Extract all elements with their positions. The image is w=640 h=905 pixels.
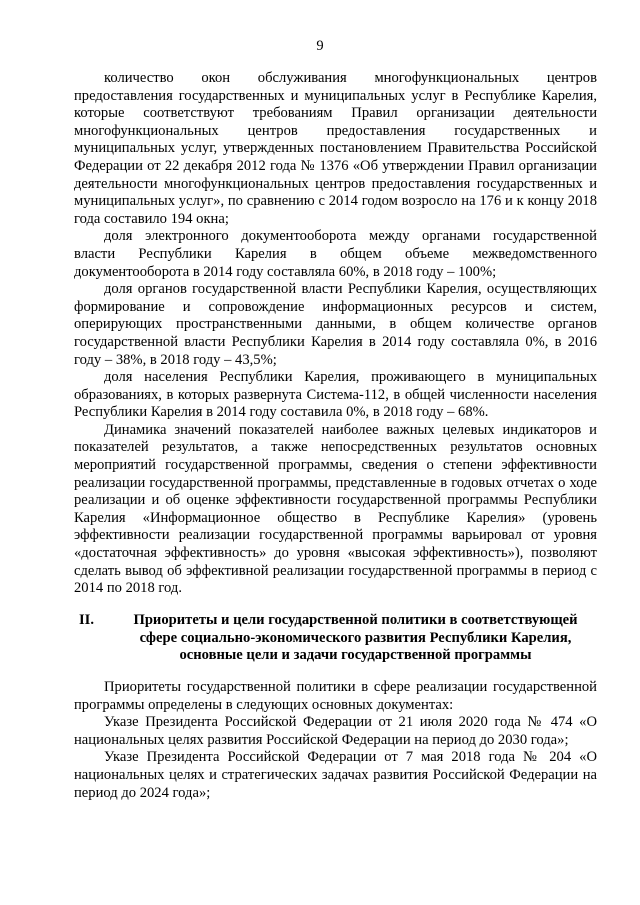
paragraph-electronic-docflow: доля электронного документооборота между органами государственной власти Республики Карелия в общем объеме межведомственного документооборота в 2014 году составляла 60%, в 2018 году – 100%; [74, 228, 597, 280]
section-number: II. [79, 612, 95, 628]
paragraph-mfc-windows: количество окон обслуживания многофункциональных центров предоставления государственных и муниципальных услуг в Республике Карелия, которые соответствуют требованиям Правил организации деятельности многофункциональных центров предоставления государственных и муниципальных услуг, утвержденных постановлением Правительства Российской Федерации от 22 декабря 2012 года № 1376 «Об утверждении Правил организации деятельности многофункциональных центров предоставления государственных и муниципальных услуг», по сравнению с 2014 годом возросло на 176 и к концу 2018 года составило 194 окна; [74, 70, 597, 227]
paragraph-spatial-data: доля органов государственной власти Республики Карелия, осуществляющих формирование и сопровождение информационных ресурсов и систем, оперирующих пространственными данными, в общем количестве органов государственной власти Республики Карелия в 2014 году составляла 0%, в 2016 году – 38%, в 2018 году – 43,5%; [74, 281, 597, 368]
section-title: Приоритеты и цели государственной политики в соответствующей сфере социально-экономического развития Республики Карелия, основные цели и задачи государственной программы [133, 612, 578, 664]
paragraph-system-112: доля населения Республики Карелия, проживающего в муниципальных образованиях, в которых развернута Система-112, в общей численности населения Республики Карелия в 2014 году составила 0%, в 2018 году – 68%. [74, 369, 597, 421]
section-heading [74, 612, 597, 665]
page-number: 9 [316, 38, 324, 54]
paragraph-priorities: Приоритеты государственной политики в сфере реализации государственной программы определены в следующих основных документах: [74, 679, 597, 713]
section-body [74, 679, 597, 802]
paragraph-dynamics: Динамика значений показателей наиболее важных целевых индикаторов и показателей результатов, а также непосредственных результатов основных мероприятий государственной программы, сведения о степени эффективности реализации государственной программы, представленные в годовых отчетах о ходе реализации и об оценке эффективности государственной программы Республики Карелия «Информационное общество в Республике Карелия» (уровень эффективности реализации государственной программы варьировал от уровня «достаточная эффективность» до уровня «высокая эффективность»), позволяют сделать вывод об эффективной реализации государственной программы в период с 2014 по 2018 год. [74, 421, 597, 597]
document-body [74, 70, 597, 598]
paragraph-decree-474: Указе Президента Российской Федерации от 21 июля 2020 года № 474 «О национальных целях развития Российской Федерации на период до 2030 года»; [74, 714, 597, 748]
paragraph-decree-204: Указе Президента Российской Федерации от 7 мая 2018 года № 204 «О национальных целях и стратегических задачах развития Российской Федерации на период до 2024 года»; [74, 749, 597, 801]
